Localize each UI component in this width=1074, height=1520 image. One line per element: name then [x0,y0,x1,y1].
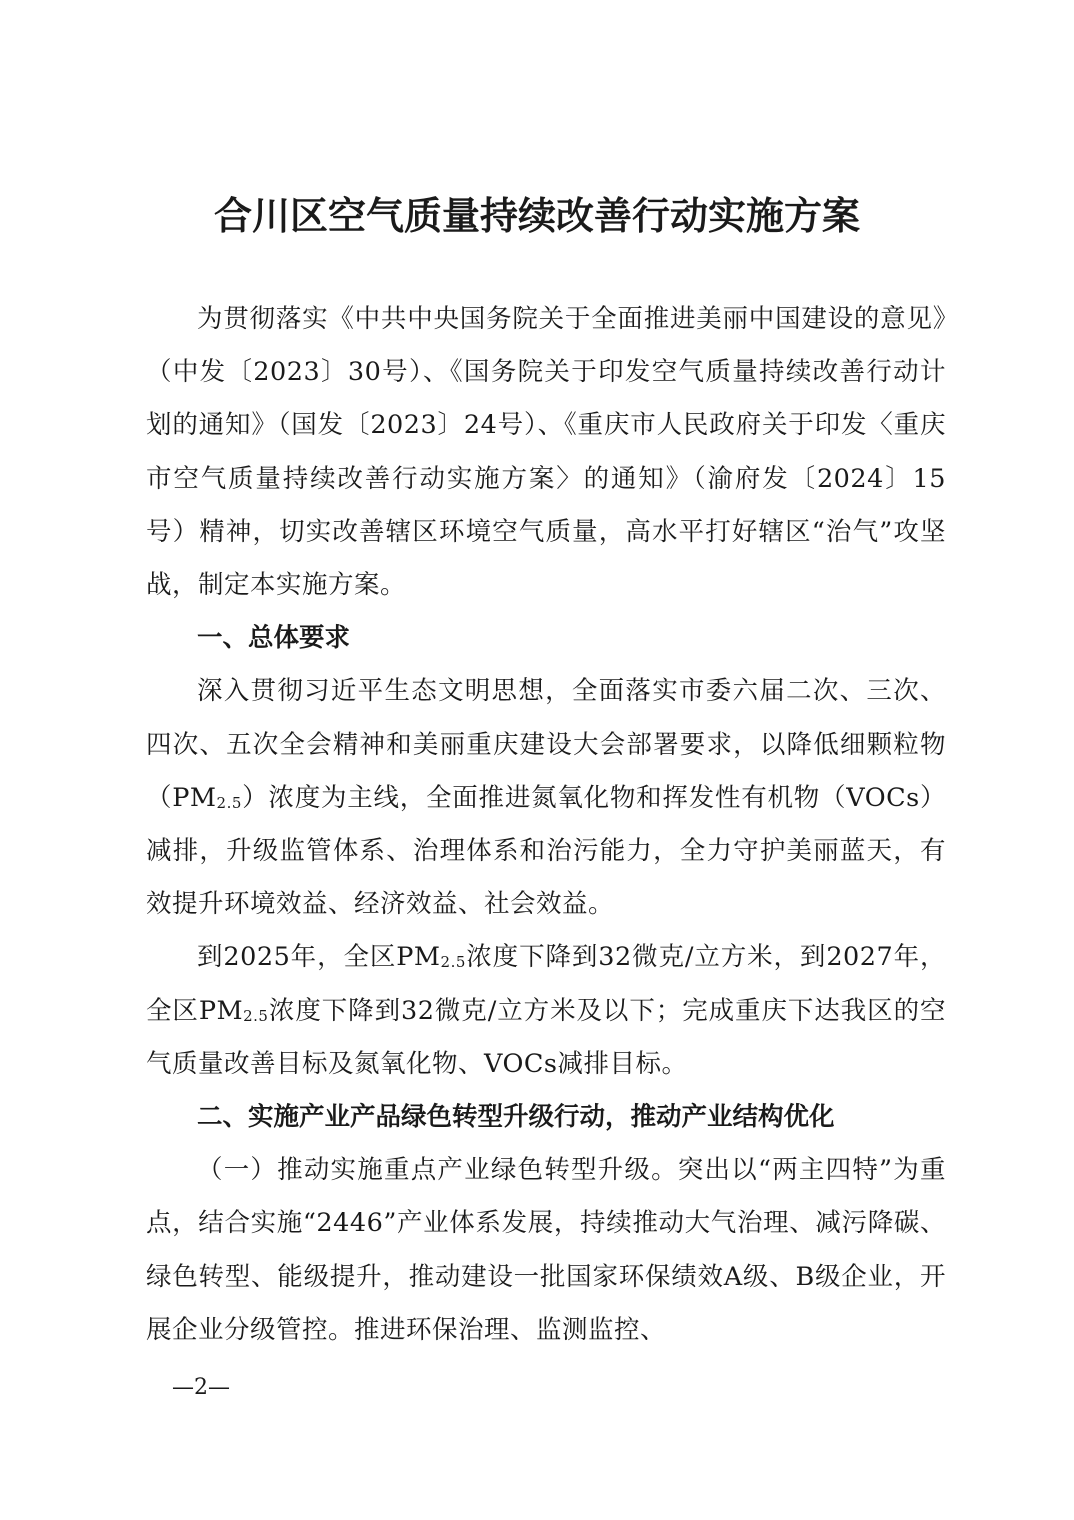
targets-paragraph [146,931,946,1091]
section-heading-overall-requirements: 一、总体要求 [197,623,351,654]
intro-paragraph: 为贯彻落实《中共中央国务院关于全面推进美丽中国建设的意见》（中发〔2023〕30号）、《国务院关于印发空气质量持续改善行动计划的通知》（国发〔2023〕24号）、《重庆市人民政府关于印发〈重庆市空气质量持续改善行动实施方案〉的通知》（渝府发〔2024〕15号）精神，切实改善辖区环境空气质量，高水平打好辖区“治气”攻坚战，制定本实施方案。 [146,304,946,601]
paragraph-text: 深入贯彻习近平生态文明思想，全面落实市委六届二次、三次、四次、五次全会精神和美丽重庆建设大会部署要求，以降低细颗粒物（PM [146,676,946,813]
paragraph-text: ）浓度为主线，全面推进氮氧化物和挥发性有机物（VOCs）减排，升级监管体系、治理体系和治污能力，全力守护美丽蓝天，有效提升环境效益、经济效益、社会效益。 [146,782,946,920]
guiding-principle-paragraph [146,665,946,931]
paragraph-text: 到2025年，全区PM [197,942,441,973]
paragraph-text: 浓度下降到32微克/立方米及以下；完成重庆下达我区的空气质量改善目标及氮氧化物、VOCs减排目标。 [146,995,946,1079]
paragraph-text: 浓度下降到32微克/立方米，到2027年，全区PM [146,942,947,1026]
document-body [146,293,946,1357]
document-title: 合川区空气质量持续改善行动实施方案 [213,194,860,238]
subscript: 2.5 [440,953,466,972]
subscript: 2.5 [216,793,242,812]
page-number: —2— [172,1375,230,1400]
subscript: 2.5 [243,1006,269,1025]
section-heading-industry-transformation: 二、实施产业产品绿色转型升级行动，推动产业结构优化 [197,1102,835,1133]
industry-upgrade-paragraph: （一）推动实施重点产业绿色转型升级。突出以“两主四特”为重点，结合实施“2446”产业体系发展，持续推动大气治理、减污降碳、绿色转型、能级提升，推动建设一批国家环保绩效A级、B级企业，开展企业分级管控。推进环保治理、监测监控、 [146,1155,946,1345]
